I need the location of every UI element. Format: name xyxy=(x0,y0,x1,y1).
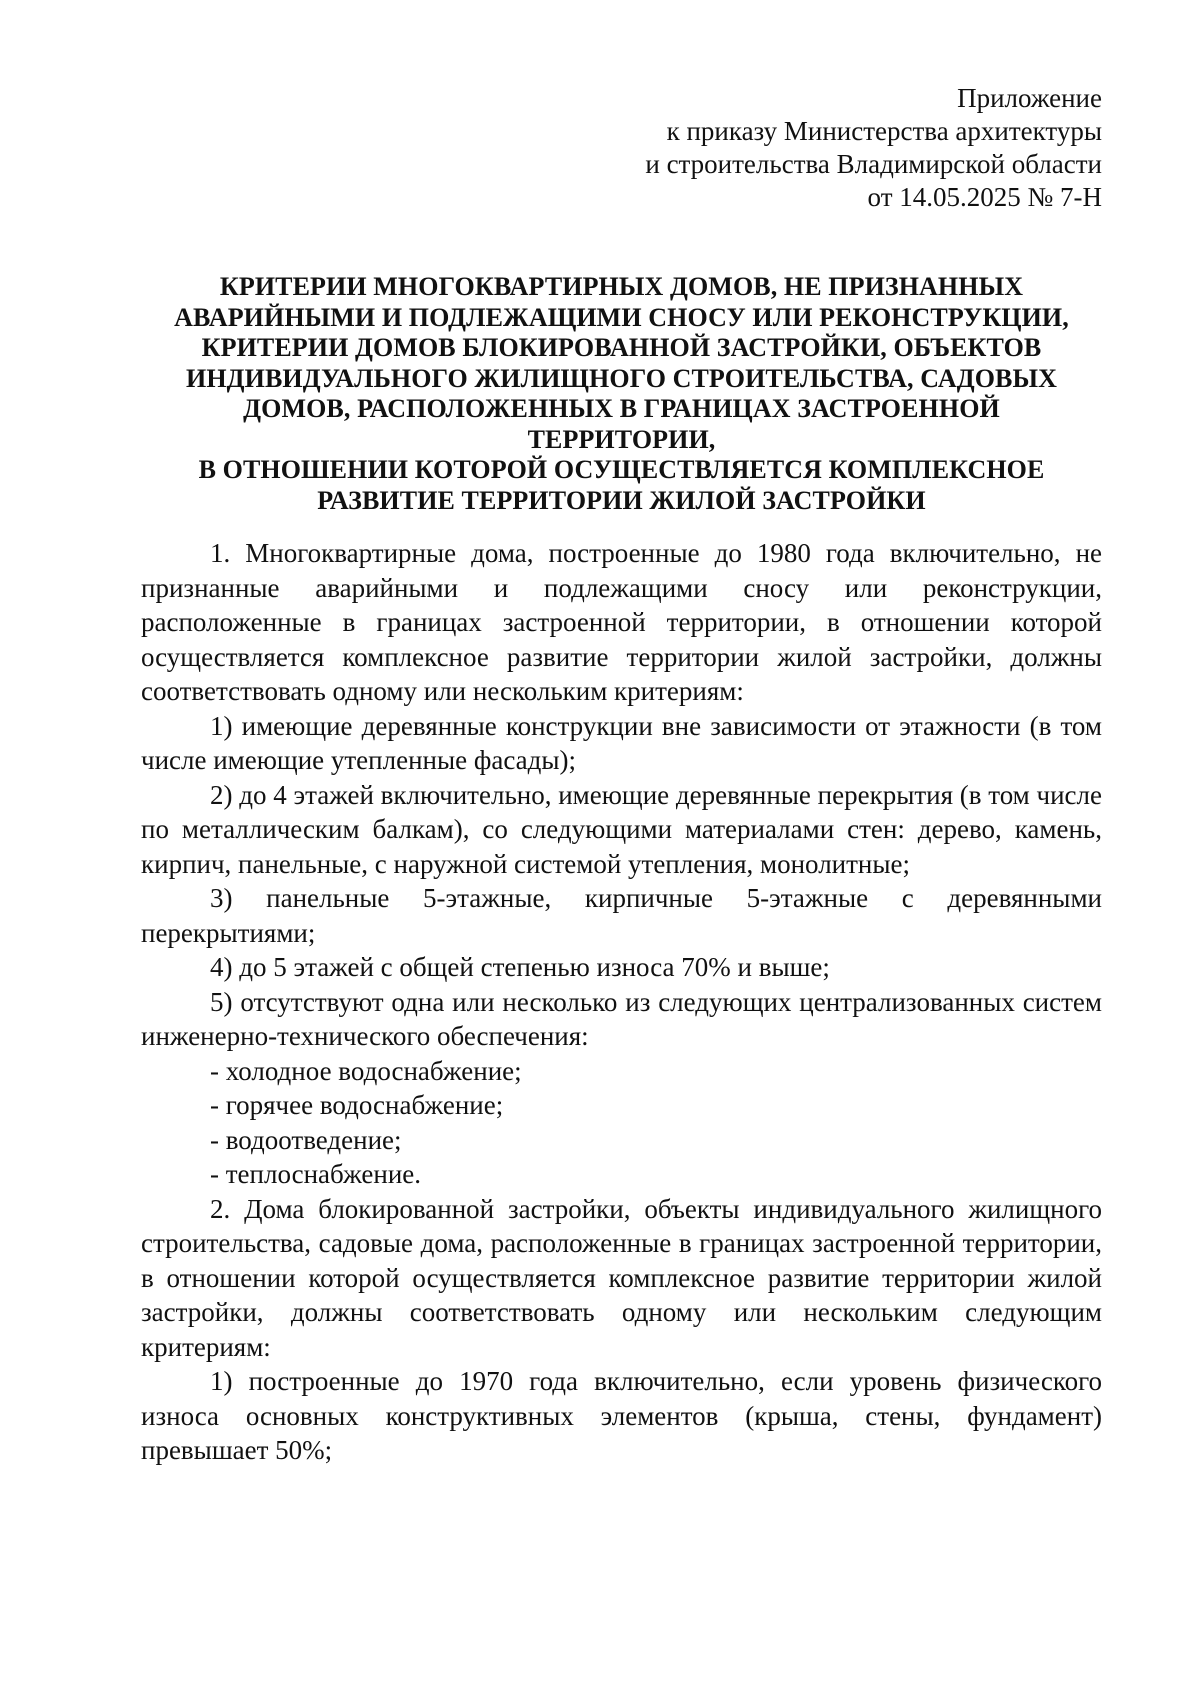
criterion-1-4: 4) до 5 этажей с общей степенью износа 70% и выше; xyxy=(210,952,830,982)
appendix-date-number: от 14.05.2025 № 7-Н xyxy=(867,182,1102,212)
title-line: В ОТНОШЕНИИ КОТОРОЙ ОСУЩЕСТВЛЯЕТСЯ КОМПЛЕКСНОЕ xyxy=(198,455,1045,484)
criterion-1-2: 2) до 4 этажей включительно, имеющие деревянные перекрытия (в том числе по металлическим балкам), со следующими материалами стен: дерево, камень, кирпич, панельные, с наружной системой утепления, монолитные; xyxy=(141,779,1102,879)
title-line: ДОМОВ, РАСПОЛОЖЕННЫХ В ГРАНИЦАХ ЗАСТРОЕННОЙ xyxy=(243,394,1000,423)
system-item: - горячее водоснабжение; xyxy=(210,1090,504,1120)
title-line: КРИТЕРИИ МНОГОКВАРТИРНЫХ ДОМОВ, НЕ ПРИЗНАННЫХ xyxy=(219,272,1024,301)
title-line: АВАРИЙНЫМИ И ПОДЛЕЖАЩИМИ СНОСУ ИЛИ РЕКОНСТРУКЦИИ, xyxy=(174,302,1069,332)
document-title xyxy=(141,272,1102,516)
system-item: - холодное водоснабжение; xyxy=(210,1055,522,1086)
title-line: РАЗВИТИЕ ТЕРРИТОРИИ ЖИЛОЙ ЗАСТРОЙКИ xyxy=(317,485,926,515)
system-item: - теплоснабжение. xyxy=(210,1159,422,1189)
title-line: КРИТЕРИИ ДОМОВ БЛОКИРОВАННОЙ ЗАСТРОЙКИ, ОБЪЕКТОВ xyxy=(201,333,1042,362)
appendix-line: к приказу Министерства архитектуры xyxy=(666,116,1102,146)
title-line: ИНДИВИДУАЛЬНОГО ЖИЛИЩНОГО СТРОИТЕЛЬСТВА, САДОВЫХ xyxy=(186,363,1057,393)
criterion-1-5: 5) отсутствуют одна или несколько из следующих централизованных систем инженерно-технического обеспечения: xyxy=(141,986,1102,1051)
appendix-line: Приложение xyxy=(957,83,1102,113)
appendix-header xyxy=(141,82,1102,214)
title-line: ТЕРРИТОРИИ, xyxy=(527,424,716,454)
criterion-2-1: 1) построенные до 1970 года включительно, если уровень физического износа основных конструктивных элементов (крыша, стены, фундамент) превышает 50%; xyxy=(141,1366,1102,1465)
criterion-1-3: 3) панельные 5-этажные, кирпичные 5-этажные с деревянными перекрытиями; xyxy=(141,883,1102,948)
criterion-1-1: 1) имеющие деревянные конструкции вне зависимости от этажности (в том числе имеющие утепленные фасады); xyxy=(141,710,1102,775)
appendix-line: и строительства Владимирской области xyxy=(645,149,1102,179)
document-body xyxy=(141,536,1102,1468)
paragraph-2: 2. Дома блокированной застройки, объекты индивидуального жилищного строительства, садовые дома, расположенные в границах застроенной территории, в отношении которой осуществляется комплексное развитие территории жилой застройки, должны соответствовать одному или нескольким следующим критериям: xyxy=(141,1193,1102,1362)
system-item: - водоотведение; xyxy=(210,1124,402,1155)
paragraph-1: 1. Многоквартирные дома, построенные до 1980 года включительно, не признанные аварийными и подлежащими сносу или реконструкции, расположенные в границах застроенной территории, в отношении которой осуществляется комплексное развитие территории жилой застройки, должны соответствовать одному или нескольким критериям: xyxy=(141,538,1102,706)
